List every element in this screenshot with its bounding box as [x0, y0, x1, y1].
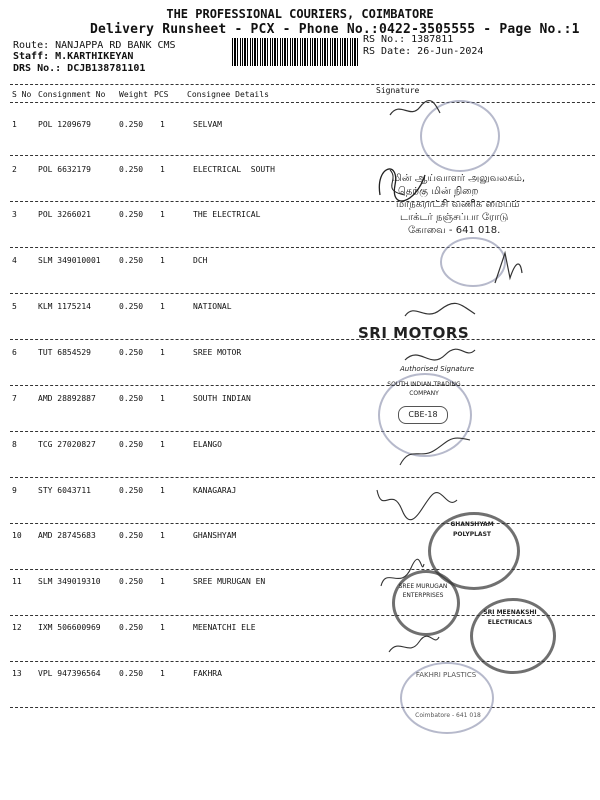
- row-consignee: DCH: [193, 256, 208, 265]
- row-pcs: 1: [160, 669, 165, 678]
- row-consignment: POL 3266021: [38, 210, 91, 219]
- row-pcs: 1: [160, 302, 165, 311]
- row-consignment: AMD 28892887: [38, 394, 96, 403]
- row-pcs: 1: [160, 120, 165, 129]
- row-pcs: 1: [160, 577, 165, 586]
- coimbatore-stamp-text: Coimbatore - 641 018: [415, 712, 481, 719]
- meenakshi-stamp-text: SRI MEENAKSHI ELECTRICALS: [483, 609, 537, 626]
- row-sno: 3: [12, 210, 17, 219]
- row-weight: 0.250: [119, 165, 144, 174]
- row-weight: 0.250: [119, 440, 144, 449]
- fakhri-stamp-text: FAKHRI PLASTICS: [415, 671, 477, 679]
- signature-scrawl: [376, 556, 426, 596]
- row-sno: 10: [12, 531, 22, 540]
- runsheet-subtitle: Delivery Runsheet - PCX - Phone No.:0422-3505555 - Page No.:1: [90, 22, 580, 37]
- row-consignee: GHANSHYAM: [193, 531, 237, 540]
- row-consignment: AMD 28745683: [38, 531, 96, 540]
- table-row: [0, 486, 600, 532]
- row-consignee: NATIONAL: [193, 302, 232, 311]
- rs-date: RS Date: 26-Jun-2024: [363, 46, 484, 57]
- row-weight: 0.250: [119, 577, 144, 586]
- row-weight: 0.250: [119, 486, 144, 495]
- tamil-stamp: [392, 172, 525, 237]
- table-row: [0, 302, 600, 348]
- south-indian-stamp-text: SOUTH INDIAN TRADING COMPANY: [387, 381, 461, 397]
- col-sno: S No: [12, 90, 32, 99]
- row-weight: 0.250: [119, 623, 144, 632]
- tamil-line: தெற்கு மின் நிறை: [398, 186, 479, 197]
- row-sno: 7: [12, 394, 17, 403]
- row-consignee: SREE MOTOR: [193, 348, 242, 357]
- row-weight: 0.250: [119, 256, 144, 265]
- authorised-signature: Authorised Signature: [400, 365, 475, 373]
- divider: [10, 84, 595, 85]
- row-sno: 9: [12, 486, 17, 495]
- signature-scrawl: [385, 95, 445, 125]
- row-consignment: POL 1209679: [38, 120, 91, 129]
- sri-motors-stamp: SRI MOTORS: [358, 324, 470, 342]
- row-pcs: 1: [160, 165, 165, 174]
- divider: [10, 385, 595, 386]
- drs-label: DRS No.: DCJB138781101: [13, 63, 146, 74]
- row-sno: 13: [12, 669, 22, 678]
- divider: [10, 339, 595, 340]
- row-consignment: TUT 6854529: [38, 348, 91, 357]
- table-row: [0, 669, 600, 715]
- tamil-line: டாக்டர் நஞ்சப்பா ரோடு: [400, 212, 509, 223]
- row-consignment: POL 6632179: [38, 165, 91, 174]
- row-sno: 5: [12, 302, 17, 311]
- col-weight: Weight: [119, 90, 148, 99]
- row-consignee: SOUTH INDIAN: [193, 394, 251, 403]
- col-signature: Signature: [376, 86, 420, 95]
- company-title: THE PROFESSIONAL COURIERS, COIMBATORE: [166, 7, 434, 21]
- row-weight: 0.250: [119, 394, 144, 403]
- row-weight: 0.250: [119, 120, 144, 129]
- row-consignee: SREE MURUGAN EN: [193, 577, 266, 586]
- row-consignee: SELVAM: [193, 120, 222, 129]
- signature-scrawl: [490, 248, 526, 288]
- table-row: [0, 120, 600, 166]
- row-sno: 12: [12, 623, 22, 632]
- row-pcs: 1: [160, 623, 165, 632]
- row-pcs: 1: [160, 256, 165, 265]
- table-row: [0, 440, 600, 486]
- row-pcs: 1: [160, 486, 165, 495]
- divider: [10, 707, 595, 708]
- col-consignment: Consignment No: [38, 90, 106, 99]
- row-consignment: SLM 349010001: [38, 256, 101, 265]
- divider: [10, 293, 595, 294]
- divider: [10, 102, 595, 103]
- signature-scrawl: [384, 632, 444, 662]
- row-sno: 1: [12, 120, 17, 129]
- col-pcs: PCS: [154, 90, 169, 99]
- row-consignment: STY 6043711: [38, 486, 91, 495]
- row-sno: 8: [12, 440, 17, 449]
- row-consignment: VPL 947396564: [38, 669, 101, 678]
- route-label: Route: NANJAPPA RD BANK CMS: [13, 40, 176, 51]
- signature-scrawl: [400, 292, 480, 326]
- table-row: [0, 348, 600, 394]
- cbe-badge: CBE-18: [398, 406, 448, 424]
- divider: [10, 431, 595, 432]
- barcode: [232, 38, 360, 66]
- row-pcs: 1: [160, 210, 165, 219]
- row-consignment: IXM 506600969: [38, 623, 101, 632]
- murugan-stamp-text: SREE MURUGAN ENTERPRISES: [398, 583, 448, 599]
- staff-label: Staff: M.KARTHIKEYAN: [13, 51, 134, 62]
- table-row: [0, 394, 600, 440]
- row-pcs: 1: [160, 531, 165, 540]
- row-consignment: TCG 27020827: [38, 440, 96, 449]
- row-consignment: KLM 1175214: [38, 302, 91, 311]
- ghanshyam-stamp-text: GHANSHYAM POLYPLAST: [450, 521, 494, 538]
- tamil-line: மாநகராட்சி வணிக மையம்: [396, 199, 520, 210]
- row-consignee: THE ELECTRICAL: [193, 210, 261, 219]
- row-consignee: KANAGARAJ: [193, 486, 237, 495]
- divider: [10, 477, 595, 478]
- row-weight: 0.250: [119, 531, 144, 540]
- row-weight: 0.250: [119, 302, 144, 311]
- row-pcs: 1: [160, 394, 165, 403]
- col-consignee: Consignee Details: [187, 90, 269, 99]
- row-consignment: SLM 349019310: [38, 577, 101, 586]
- row-consignee: MEENATCHI ELE: [193, 623, 256, 632]
- row-sno: 4: [12, 256, 17, 265]
- row-pcs: 1: [160, 348, 165, 357]
- row-sno: 11: [12, 577, 22, 586]
- row-weight: 0.250: [119, 348, 144, 357]
- row-consignee: ELECTRICAL SOUTH: [193, 165, 275, 174]
- row-consignee: ELANGO: [193, 440, 222, 449]
- row-weight: 0.250: [119, 210, 144, 219]
- rs-number: RS No.: 1387811: [363, 34, 454, 45]
- row-consignee: FAKHRA: [193, 669, 222, 678]
- row-pcs: 1: [160, 440, 165, 449]
- tamil-line: மின் ஆய்வாளர் அலுவலகம்,: [392, 173, 526, 184]
- row-sno: 6: [12, 348, 17, 357]
- divider: [10, 155, 595, 156]
- signature-scrawl: [395, 425, 475, 473]
- row-weight: 0.250: [119, 669, 144, 678]
- tamil-line: கோவை - 641 018.: [408, 225, 501, 236]
- row-sno: 2: [12, 165, 17, 174]
